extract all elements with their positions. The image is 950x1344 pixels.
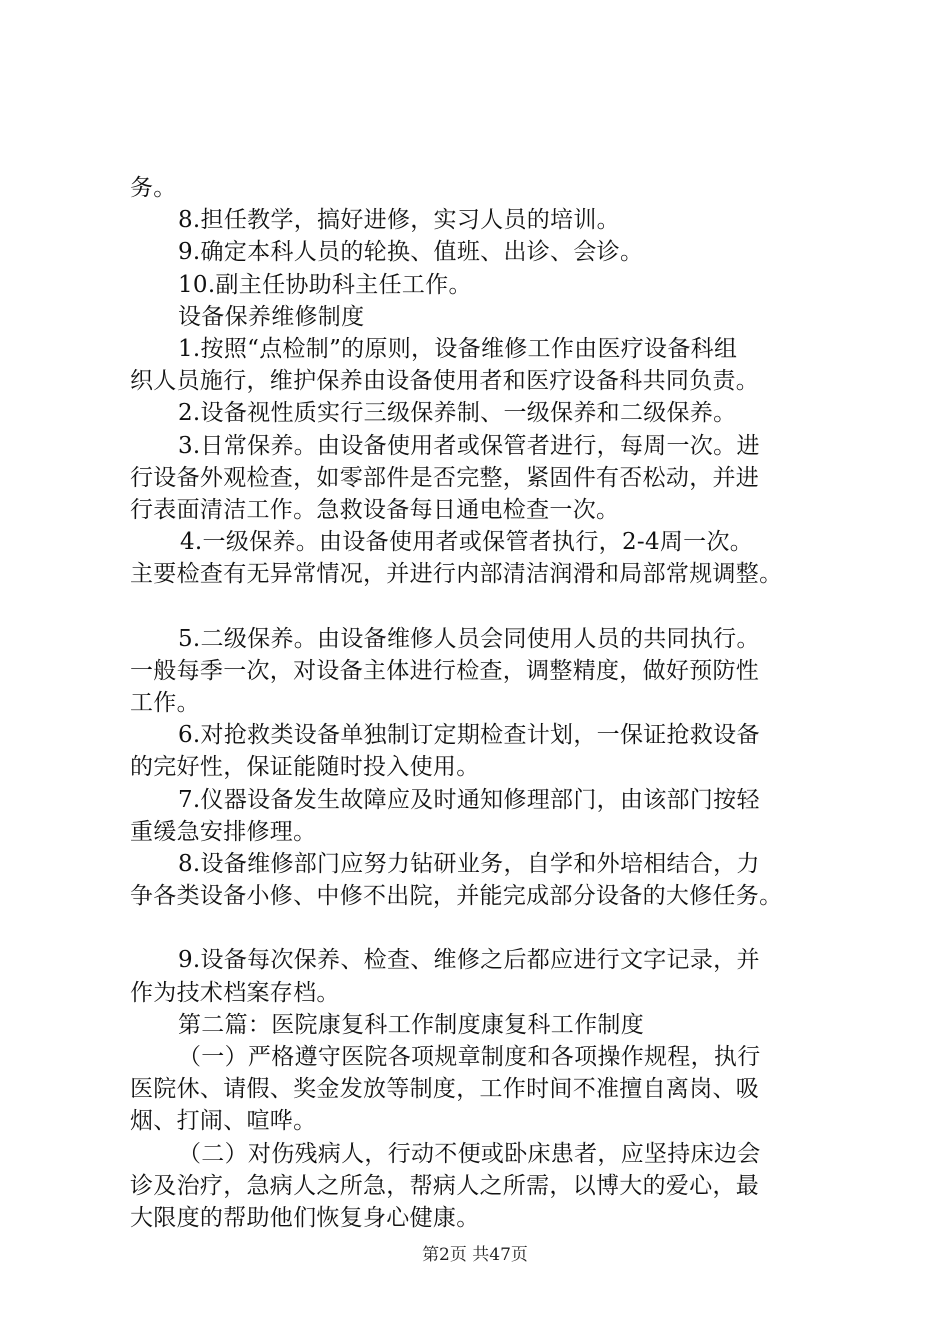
page-number: 第2页 共47页 [422,1245,528,1265]
text-line: 8.设备维修部门应努力钻研业务，自学和外培相结合，力 [178,851,760,878]
text-line: 争各类设备小修、中修不出院，并能完成部分设备的大修任务。 [130,883,783,910]
text-line: 医院休、请假、奖金发放等制度，工作时间不准擅自离岗、吸 [130,1076,760,1103]
text-line: 重缓急安排修理。 [130,818,317,845]
text-line: 的完好性，保证能随时投入使用。 [130,754,480,781]
text-line: 7.仪器设备发生故障应及时通知修理部门，由该部门按轻 [178,786,760,813]
text-line: （二）对伤残病人，行动不便或卧床患者，应坚持床边会 [178,1140,761,1167]
text-line: 2.设备视性质实行三级保养制、一级保养和二级保养。 [178,400,737,427]
text-line: 烟、打闹、喧哗。 [130,1108,317,1135]
document-body [130,172,836,1234]
page-footer [0,1240,950,1265]
list-item: 8.担任教学，搞好进修，实习人员的培训。 [178,207,620,234]
section-heading: 设备保养维修制度 [178,303,365,330]
text-line: （一）严格遵守医院各项规章制度和各项操作规程，执行 [178,1044,761,1071]
text-line: 6.对抢救类设备单独制订定期检查计划，一保证抢救设备 [178,722,760,749]
section-heading: 第二篇：医院康复科工作制度康复科工作制度 [178,1011,644,1038]
list-item: 10.副主任协助科主任工作。 [178,271,472,298]
text-line: 诊及治疗，急病人之所急，帮病人之所需，以博大的爱心，最 [130,1172,760,1199]
text-line: 大限度的帮助他们恢复身心健康。 [130,1205,480,1232]
text-line: 务。 [130,175,177,201]
text-line: 主要检查有无异常情况，并进行内部清洁润滑和局部常规调整。 [130,561,783,588]
text-line: 一般每季一次，对设备主体进行检查，调整精度，做好预防性 [130,657,760,684]
text-line: 工作。 [130,690,200,717]
text-line: 作为技术档案存档。 [130,979,340,1006]
text-line: 9.设备每次保养、检查、维修之后都应进行文字记录，并 [178,947,760,974]
list-item: 9.确定本科人员的轮换、值班、出诊、会诊。 [178,239,644,266]
text-line: 行表面清洁工作。急救设备每日通电检查一次。 [130,497,620,524]
paragraph-gap [130,912,836,944]
text-line: 4.一级保养。由设备使用者或保管者执行，2-4周一次。 [180,529,754,556]
text-line: 3.日常保养。由设备使用者或保管者进行，每周一次。进 [178,432,760,459]
text-line: 织人员施行，维护保养由设备使用者和医疗设备科共同负责。 [130,368,760,395]
text-line: 5.二级保养。由设备维修人员会同使用人员的共同执行。 [178,625,760,652]
paragraph-gap [130,591,836,623]
text-line: 行设备外观检查，如零部件是否完整，紧固件有否松动，并进 [130,464,760,491]
text-line: 1.按照“点检制”的原则，设备维修工作由医疗设备科组 [178,336,738,363]
